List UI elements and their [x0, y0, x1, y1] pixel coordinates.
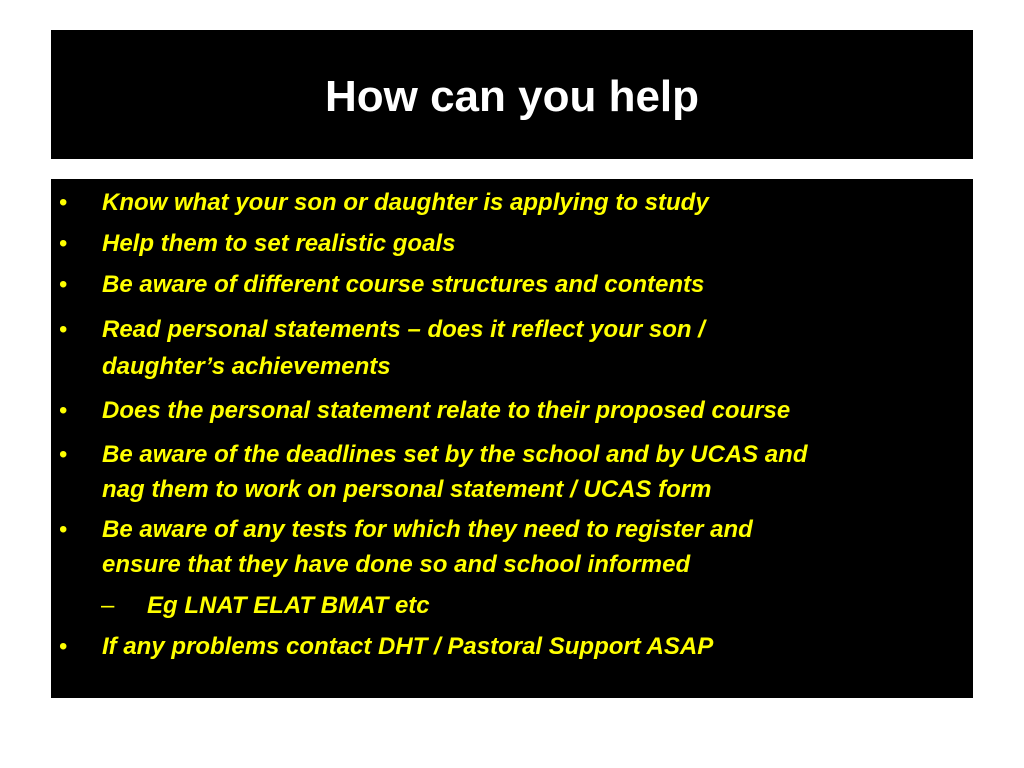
bullet-text: nag them to work on personal statement / UCAS form — [102, 476, 712, 503]
bullet-marker: • — [59, 230, 68, 257]
bullet-marker: • — [59, 441, 68, 468]
sub-bullet-text: Eg LNAT ELAT BMAT etc — [147, 592, 430, 619]
bullet-marker: • — [59, 271, 68, 298]
content-box — [51, 179, 973, 698]
dash-marker: – — [101, 592, 115, 619]
bullet-text: Read personal statements – does it reflect your son / — [102, 316, 705, 343]
bullet-text: Be aware of any tests for which they need to register and — [102, 516, 753, 543]
bullet-text: Know what your son or daughter is applying to study — [102, 189, 709, 216]
bullet-text: Be aware of the deadlines set by the school and by UCAS and — [102, 441, 808, 468]
bullet-marker: • — [59, 516, 68, 543]
bullet-text: If any problems contact DHT / Pastoral Support ASAP — [102, 633, 714, 660]
slide-title: How can you help — [324, 71, 700, 121]
bullet-marker: • — [59, 189, 68, 216]
bullet-marker: • — [59, 397, 68, 424]
bullet-text: daughter’s achievements — [102, 353, 391, 380]
bullet-text: ensure that they have done so and school informed — [102, 551, 691, 578]
bullet-marker: • — [59, 316, 68, 343]
title-box — [51, 30, 973, 159]
bullet-text: Be aware of different course structures and contents — [102, 271, 705, 298]
bullet-text: Help them to set realistic goals — [102, 230, 456, 257]
bullet-marker: • — [59, 633, 68, 660]
bullet-text: Does the personal statement relate to their proposed course — [102, 397, 791, 424]
